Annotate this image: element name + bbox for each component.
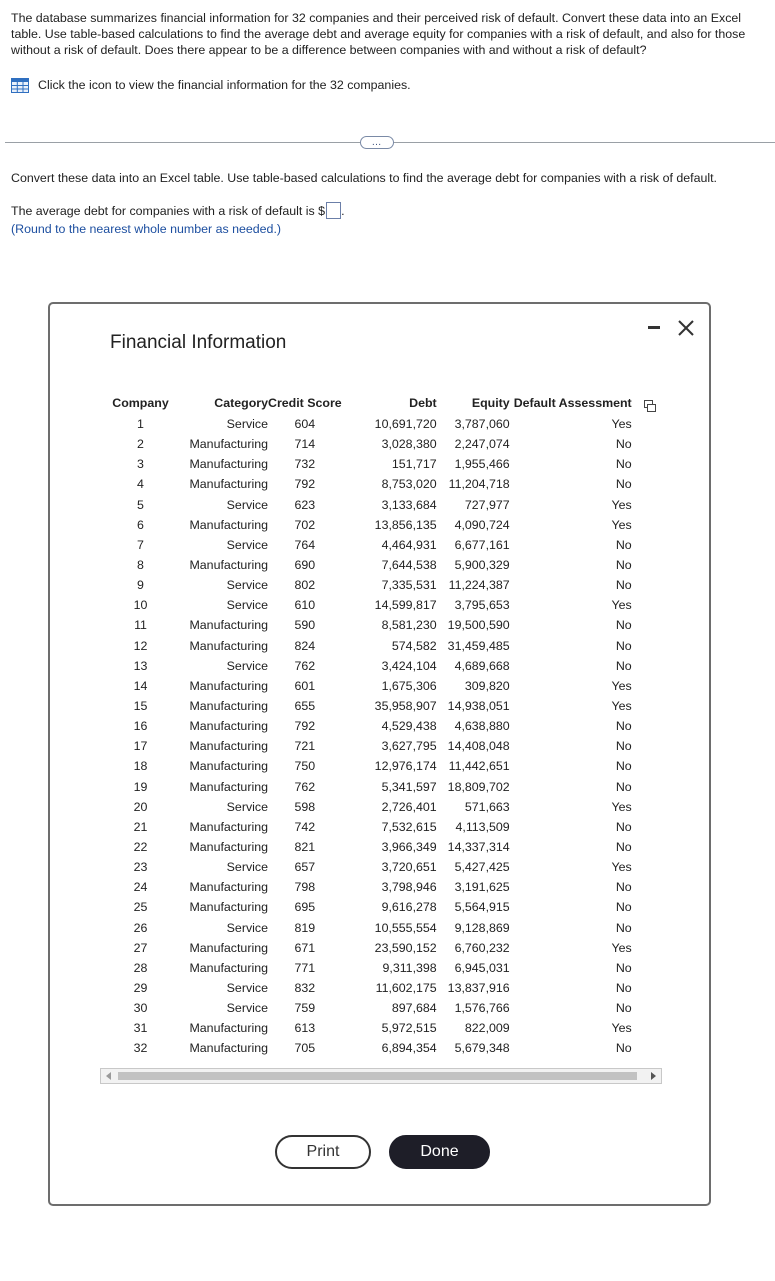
cell-category: Service bbox=[226, 537, 268, 552]
cell-equity: 822,009 bbox=[464, 1021, 510, 1036]
cell-debt: 8,753,020 bbox=[381, 477, 437, 492]
cell-category: Service bbox=[226, 578, 268, 593]
table-row bbox=[100, 777, 632, 797]
col-header-company: Company bbox=[112, 396, 169, 410]
cell-credit-score: 792 bbox=[294, 477, 316, 492]
cell-company: 18 bbox=[133, 759, 148, 774]
cell-company: 19 bbox=[133, 779, 148, 794]
cell-category: Manufacturing bbox=[189, 819, 268, 834]
cell-credit-score: 695 bbox=[294, 900, 316, 915]
cell-company: 15 bbox=[133, 699, 148, 714]
table-grid-icon[interactable] bbox=[11, 78, 29, 93]
cell-debt: 3,028,380 bbox=[381, 437, 437, 452]
cell-category: Manufacturing bbox=[189, 880, 268, 895]
cell-category: Manufacturing bbox=[189, 477, 268, 492]
cell-default-assessment: Yes bbox=[611, 940, 632, 955]
cell-debt: 5,341,597 bbox=[381, 779, 437, 794]
cell-default-assessment: No bbox=[615, 437, 632, 452]
cell-debt: 3,966,349 bbox=[381, 840, 437, 855]
table-row bbox=[100, 978, 632, 998]
cell-credit-score: 824 bbox=[294, 638, 316, 653]
cell-equity: 5,427,425 bbox=[454, 860, 510, 875]
question-text: The database summarizes financial information for 32 companies and their perceived risk of default. Convert these data into an Excel table. Use table-based calculations to find the average debt and average equity for companies with a risk of default, and also for those without a risk of default. Does there appear to be a difference between companies with and without a risk of default? bbox=[11, 11, 746, 57]
cell-equity: 4,689,668 bbox=[454, 658, 510, 673]
cell-equity: 4,638,880 bbox=[454, 719, 510, 734]
cell-debt: 3,798,946 bbox=[381, 880, 437, 895]
cell-credit-score: 601 bbox=[294, 678, 316, 693]
cell-company: 27 bbox=[133, 940, 148, 955]
cell-default-assessment: No bbox=[615, 658, 632, 673]
cell-default-assessment: No bbox=[615, 618, 632, 633]
table-row bbox=[100, 1038, 632, 1058]
table-row bbox=[100, 595, 632, 615]
cell-category: Manufacturing bbox=[189, 517, 268, 532]
cell-credit-score: 732 bbox=[294, 457, 316, 472]
cell-equity: 1,955,466 bbox=[454, 457, 510, 472]
cell-company: 5 bbox=[137, 497, 144, 512]
cell-debt: 10,691,720 bbox=[374, 417, 437, 432]
cell-default-assessment: Yes bbox=[611, 699, 632, 714]
cell-debt: 12,976,174 bbox=[374, 759, 437, 774]
cell-company: 21 bbox=[133, 819, 148, 834]
answer-input[interactable] bbox=[326, 202, 341, 219]
cell-credit-score: 690 bbox=[294, 558, 316, 573]
cell-company: 26 bbox=[133, 920, 148, 935]
cell-debt: 35,958,907 bbox=[374, 699, 437, 714]
table-row bbox=[100, 897, 632, 917]
cell-company: 6 bbox=[137, 517, 144, 532]
col-header-equity: Equity bbox=[471, 396, 510, 410]
cell-default-assessment: No bbox=[615, 840, 632, 855]
expand-more-button[interactable]: … bbox=[360, 136, 394, 149]
table-row bbox=[100, 1018, 632, 1038]
cell-credit-score: 702 bbox=[294, 517, 316, 532]
cell-default-assessment: No bbox=[615, 920, 632, 935]
cell-equity: 1,576,766 bbox=[454, 1001, 510, 1016]
cell-company: 13 bbox=[133, 658, 148, 673]
data-table-container bbox=[100, 392, 662, 1084]
cell-equity: 6,677,161 bbox=[454, 537, 510, 552]
cell-equity: 2,247,074 bbox=[454, 437, 510, 452]
cell-equity: 3,795,653 bbox=[454, 598, 510, 613]
scrollbar-thumb[interactable] bbox=[118, 1072, 637, 1080]
table-row bbox=[100, 857, 632, 877]
cell-category: Manufacturing bbox=[189, 1041, 268, 1056]
cell-equity: 11,204,718 bbox=[448, 477, 510, 492]
answer-prefix: The average debt for companies with a risk of default is $ bbox=[11, 203, 326, 218]
cell-equity: 13,837,916 bbox=[447, 981, 510, 995]
minimize-icon[interactable] bbox=[648, 326, 660, 329]
cell-company: 17 bbox=[133, 739, 148, 754]
table-row bbox=[100, 696, 632, 716]
cell-equity: 14,408,048 bbox=[447, 739, 510, 754]
cell-credit-score: 821 bbox=[294, 840, 316, 855]
part-instruction: Convert these data into an Excel table. Use table-based calculations to find the average debt for companies with a risk of default. bbox=[11, 171, 717, 185]
cell-default-assessment: No bbox=[615, 1041, 632, 1056]
cell-debt: 7,532,615 bbox=[381, 819, 437, 834]
cell-debt: 8,581,230 bbox=[381, 618, 437, 633]
cell-category: Manufacturing bbox=[189, 840, 268, 855]
col-header-category: Category bbox=[214, 396, 268, 410]
cell-category: Service bbox=[226, 1001, 268, 1016]
cell-credit-score: 671 bbox=[294, 940, 316, 955]
cell-credit-score: 655 bbox=[294, 699, 316, 714]
cell-debt: 5,972,515 bbox=[381, 1021, 437, 1036]
cell-default-assessment: No bbox=[615, 477, 632, 492]
cell-category: Manufacturing bbox=[189, 558, 268, 573]
table-row bbox=[100, 615, 632, 635]
cell-equity: 14,337,314 bbox=[447, 840, 510, 855]
cell-debt: 2,726,401 bbox=[381, 799, 437, 814]
cell-company: 3 bbox=[137, 457, 144, 472]
table-row bbox=[100, 998, 632, 1018]
table-row bbox=[100, 837, 632, 857]
cell-credit-score: 802 bbox=[294, 578, 316, 593]
cell-company: 29 bbox=[133, 981, 148, 995]
cell-debt: 13,856,135 bbox=[374, 517, 437, 532]
cell-category: Manufacturing bbox=[189, 618, 268, 633]
cell-company: 14 bbox=[133, 678, 148, 693]
financial-table bbox=[100, 392, 632, 1059]
cell-credit-score: 604 bbox=[294, 417, 316, 432]
cell-company: 25 bbox=[133, 900, 148, 915]
cell-credit-score: 610 bbox=[294, 598, 316, 613]
table-row bbox=[100, 817, 632, 837]
table-row bbox=[100, 434, 632, 454]
table-row bbox=[100, 656, 632, 676]
copy-icon[interactable] bbox=[644, 400, 656, 412]
cell-category: Manufacturing bbox=[189, 678, 268, 693]
cell-credit-score: 590 bbox=[294, 618, 316, 633]
cell-category: Manufacturing bbox=[189, 960, 268, 975]
cell-debt: 23,590,152 bbox=[374, 940, 437, 955]
financial-info-dialog bbox=[48, 302, 711, 1206]
cell-debt: 3,424,104 bbox=[381, 658, 437, 673]
cell-company: 8 bbox=[137, 558, 144, 573]
cell-debt: 151,717 bbox=[391, 457, 437, 472]
cell-default-assessment: Yes bbox=[611, 417, 632, 432]
cell-category: Service bbox=[226, 920, 268, 935]
table-row bbox=[100, 756, 632, 776]
cell-category: Manufacturing bbox=[189, 739, 268, 754]
cell-category: Service bbox=[226, 860, 268, 875]
table-row bbox=[100, 515, 632, 535]
table-row bbox=[100, 918, 632, 938]
cell-equity: 5,679,348 bbox=[454, 1041, 510, 1056]
cell-credit-score: 762 bbox=[294, 779, 316, 794]
cell-credit-score: 771 bbox=[294, 960, 316, 975]
cell-default-assessment: No bbox=[615, 1001, 632, 1016]
view-data-link-text[interactable]: Click the icon to view the financial information for the 32 companies. bbox=[38, 78, 411, 92]
cell-company: 30 bbox=[133, 1001, 148, 1016]
rounding-hint: (Round to the nearest whole number as needed.) bbox=[11, 222, 282, 236]
cell-default-assessment: No bbox=[615, 537, 632, 552]
cell-debt: 3,133,684 bbox=[381, 497, 437, 512]
table-row bbox=[100, 474, 632, 494]
cell-category: Manufacturing bbox=[189, 1021, 268, 1036]
table-row bbox=[100, 877, 632, 897]
cell-equity: 11,224,387 bbox=[448, 578, 510, 593]
cell-default-assessment: No bbox=[615, 719, 632, 734]
cell-debt: 14,599,817 bbox=[374, 598, 437, 613]
cell-credit-score: 721 bbox=[294, 739, 316, 754]
table-row bbox=[100, 736, 632, 756]
close-icon[interactable] bbox=[676, 318, 696, 338]
cell-equity: 6,945,031 bbox=[454, 960, 510, 975]
answer-suffix: . bbox=[341, 203, 345, 218]
cell-category: Manufacturing bbox=[189, 699, 268, 714]
cell-company: 20 bbox=[133, 799, 148, 814]
cell-credit-score: 613 bbox=[294, 1021, 316, 1036]
cell-category: Manufacturing bbox=[189, 779, 268, 794]
cell-category: Manufacturing bbox=[189, 719, 268, 734]
cell-default-assessment: Yes bbox=[611, 799, 632, 814]
cell-debt: 3,720,651 bbox=[381, 860, 437, 875]
cell-credit-score: 742 bbox=[294, 819, 316, 834]
cell-equity: 3,191,625 bbox=[454, 880, 510, 895]
cell-debt: 7,644,538 bbox=[381, 558, 437, 573]
cell-default-assessment: Yes bbox=[611, 1021, 632, 1036]
cell-credit-score: 832 bbox=[294, 981, 316, 995]
table-row bbox=[100, 716, 632, 736]
cell-company: 7 bbox=[137, 537, 144, 552]
cell-company: 31 bbox=[133, 1021, 148, 1036]
cell-credit-score: 762 bbox=[294, 658, 316, 673]
table-row bbox=[100, 454, 632, 474]
table-row bbox=[100, 555, 632, 575]
table-row bbox=[100, 495, 632, 515]
cell-debt: 7,335,531 bbox=[381, 578, 437, 593]
col-header-credit-score: Credit Score bbox=[268, 396, 342, 410]
cell-company: 11 bbox=[134, 618, 147, 633]
cell-company: 24 bbox=[133, 880, 148, 895]
col-header-default-assessment: Default Assessment bbox=[513, 396, 632, 410]
cell-category: Manufacturing bbox=[189, 940, 268, 955]
cell-category: Manufacturing bbox=[189, 900, 268, 915]
cell-equity: 14,938,051 bbox=[447, 699, 510, 714]
cell-company: 4 bbox=[137, 477, 144, 492]
cell-company: 22 bbox=[133, 840, 148, 855]
cell-category: Service bbox=[226, 598, 268, 613]
cell-debt: 4,529,438 bbox=[381, 719, 437, 734]
cell-equity: 5,564,915 bbox=[454, 900, 510, 915]
cell-equity: 571,663 bbox=[464, 799, 510, 814]
scroll-left-icon[interactable] bbox=[106, 1072, 111, 1080]
cell-default-assessment: Yes bbox=[611, 678, 632, 693]
cell-credit-score: 764 bbox=[294, 537, 316, 552]
cell-category: Service bbox=[226, 417, 268, 432]
cell-category: Manufacturing bbox=[189, 457, 268, 472]
cell-default-assessment: Yes bbox=[611, 517, 632, 532]
cell-company: 2 bbox=[137, 437, 144, 452]
answer-line bbox=[11, 202, 345, 219]
cell-category: Service bbox=[226, 658, 268, 673]
cell-company: 10 bbox=[133, 598, 148, 613]
cell-default-assessment: No bbox=[615, 779, 632, 794]
cell-company: 28 bbox=[133, 960, 148, 975]
cell-debt: 10,555,554 bbox=[374, 920, 437, 935]
cell-category: Service bbox=[226, 799, 268, 814]
table-row bbox=[100, 575, 632, 595]
cell-equity: 9,128,869 bbox=[454, 920, 510, 935]
cell-equity: 309,820 bbox=[464, 678, 510, 693]
table-row bbox=[100, 938, 632, 958]
cell-equity: 11,442,651 bbox=[448, 759, 510, 774]
col-header-debt: Debt bbox=[409, 396, 437, 410]
cell-company: 12 bbox=[133, 638, 148, 653]
cell-default-assessment: No bbox=[615, 578, 632, 593]
cell-credit-score: 705 bbox=[294, 1041, 316, 1056]
cell-equity: 19,500,590 bbox=[447, 618, 510, 633]
cell-debt: 897,684 bbox=[391, 1001, 437, 1016]
cell-category: Manufacturing bbox=[189, 759, 268, 774]
scroll-right-icon[interactable] bbox=[651, 1072, 656, 1080]
cell-default-assessment: Yes bbox=[611, 497, 632, 512]
cell-company: 32 bbox=[133, 1041, 148, 1056]
cell-debt: 3,627,795 bbox=[381, 739, 437, 754]
cell-equity: 6,760,232 bbox=[454, 940, 510, 955]
cell-equity: 4,113,509 bbox=[455, 819, 510, 834]
dialog-title: Financial Information bbox=[110, 332, 287, 353]
cell-company: 1 bbox=[137, 417, 144, 432]
cell-debt: 574,582 bbox=[391, 638, 437, 653]
cell-default-assessment: No bbox=[615, 960, 632, 975]
print-button[interactable]: Print bbox=[275, 1135, 371, 1169]
table-row bbox=[100, 676, 632, 696]
cell-default-assessment: No bbox=[615, 819, 632, 834]
cell-equity: 18,809,702 bbox=[447, 779, 510, 794]
cell-default-assessment: No bbox=[615, 638, 632, 653]
table-row bbox=[100, 414, 632, 434]
cell-default-assessment: Yes bbox=[611, 860, 632, 875]
cell-company: 16 bbox=[133, 719, 148, 734]
table-row bbox=[100, 958, 632, 978]
cell-category: Service bbox=[226, 981, 268, 995]
table-row bbox=[100, 636, 632, 656]
cell-credit-score: 598 bbox=[294, 799, 316, 814]
cell-default-assessment: No bbox=[615, 900, 632, 915]
cell-credit-score: 657 bbox=[294, 860, 316, 875]
cell-category: Manufacturing bbox=[189, 437, 268, 452]
cell-debt: 6,894,354 bbox=[381, 1041, 437, 1056]
cell-default-assessment: No bbox=[615, 739, 632, 754]
cell-debt: 11,602,175 bbox=[375, 981, 437, 995]
cell-default-assessment: No bbox=[615, 558, 632, 573]
done-button[interactable]: Done bbox=[389, 1135, 490, 1169]
table-row bbox=[100, 535, 632, 555]
cell-equity: 31,459,485 bbox=[447, 638, 510, 653]
cell-credit-score: 750 bbox=[294, 759, 316, 774]
cell-credit-score: 714 bbox=[294, 437, 316, 452]
cell-debt: 9,616,278 bbox=[381, 900, 437, 915]
cell-equity: 727,977 bbox=[464, 497, 510, 512]
cell-debt: 4,464,931 bbox=[381, 537, 437, 552]
cell-default-assessment: No bbox=[615, 981, 632, 995]
horizontal-scrollbar[interactable] bbox=[100, 1068, 662, 1084]
cell-default-assessment: No bbox=[615, 457, 632, 472]
table-row bbox=[100, 797, 632, 817]
cell-category: Service bbox=[226, 497, 268, 512]
view-data-link[interactable] bbox=[11, 76, 411, 94]
cell-company: 9 bbox=[137, 578, 144, 593]
cell-debt: 1,675,306 bbox=[381, 678, 437, 693]
cell-credit-score: 792 bbox=[294, 719, 316, 734]
cell-credit-score: 819 bbox=[294, 920, 316, 935]
cell-equity: 3,787,060 bbox=[454, 417, 510, 432]
cell-credit-score: 623 bbox=[294, 497, 316, 512]
cell-debt: 9,311,398 bbox=[382, 960, 437, 975]
cell-equity: 4,090,724 bbox=[454, 517, 510, 532]
cell-company: 23 bbox=[133, 860, 148, 875]
cell-equity: 5,900,329 bbox=[454, 558, 510, 573]
cell-default-assessment: Yes bbox=[611, 598, 632, 613]
cell-credit-score: 759 bbox=[294, 1001, 316, 1016]
cell-category: Manufacturing bbox=[189, 638, 268, 653]
cell-default-assessment: No bbox=[615, 759, 632, 774]
cell-default-assessment: No bbox=[615, 880, 632, 895]
table-header-row bbox=[100, 392, 632, 414]
cell-credit-score: 798 bbox=[294, 880, 316, 895]
